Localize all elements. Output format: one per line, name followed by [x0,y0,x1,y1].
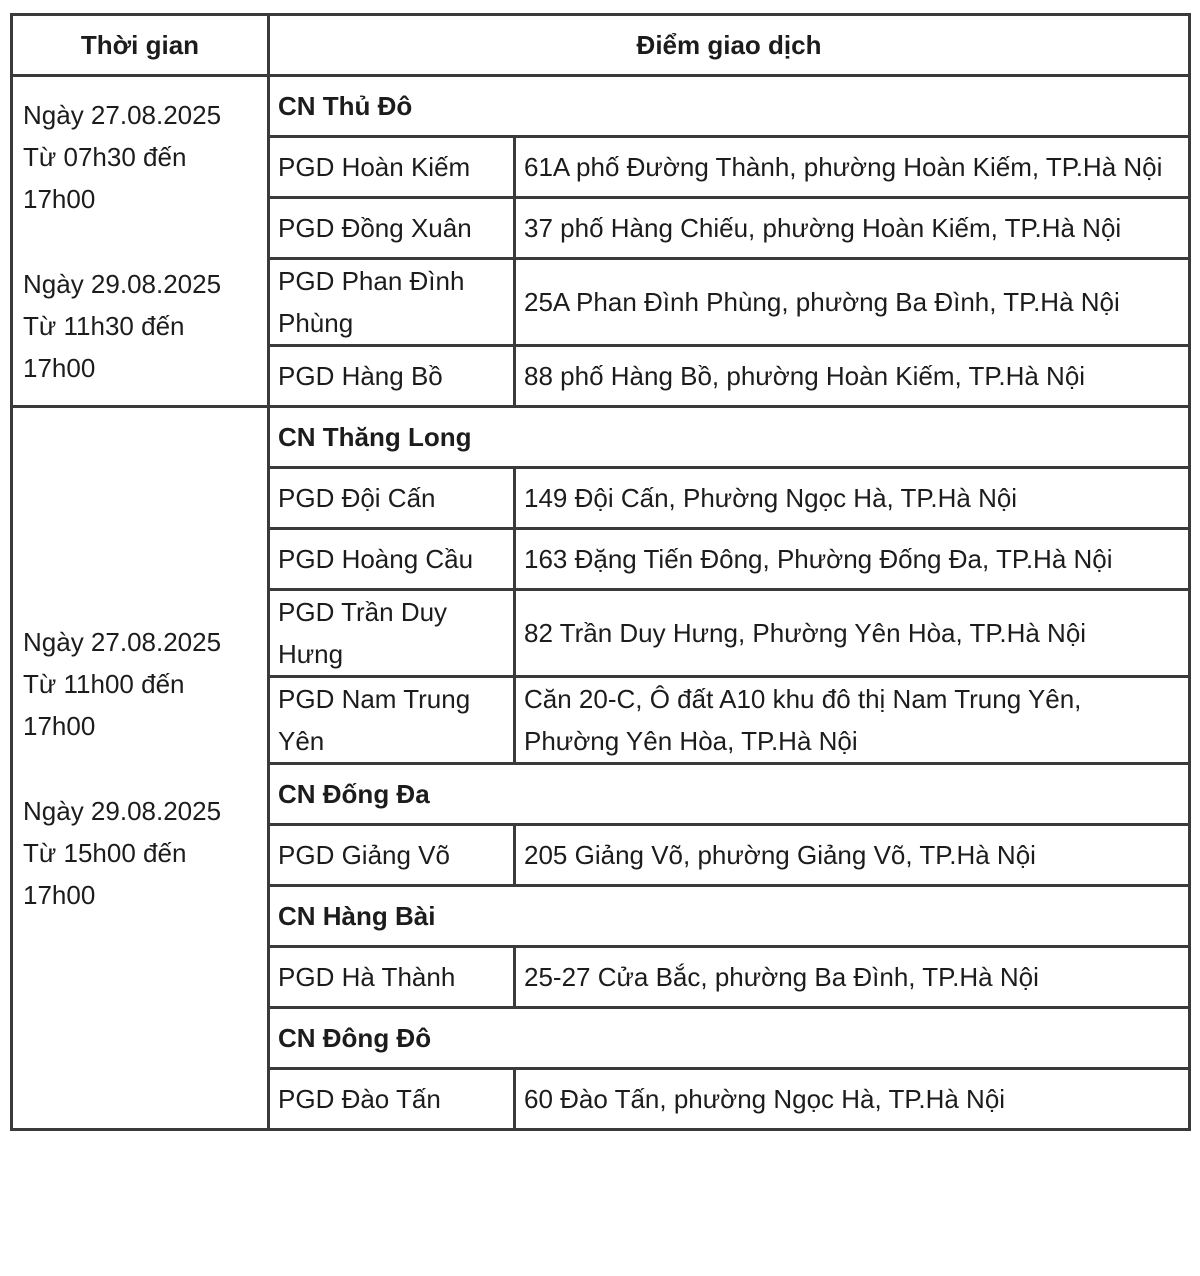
time-range: Từ 07h30 đến [23,141,187,172]
branch-row [12,407,1190,468]
office-address: 61A phố Đường Thành, phường Hoàn Kiếm, TP.Hà Nội [515,137,1190,198]
office-name: PGD Hà Thành [269,947,515,1008]
branch-name: CN Hàng Bài [269,886,1190,947]
time-range: Từ 11h30 đến [23,310,185,341]
time-end: 17h00 [23,710,96,741]
branch-name: CN Thăng Long [269,407,1190,468]
office-name: PGD Đội Cấn [269,468,515,529]
office-address: 60 Đào Tấn, phường Ngọc Hà, TP.Hà Nội [515,1069,1190,1130]
place-column-header: Điểm giao dịch [269,15,1190,76]
branch-name: CN Thủ Đô [269,76,1190,137]
office-name: PGD Giảng Võ [269,825,515,886]
office-address: Căn 20-C, Ô đất A10 khu đô thị Nam Trung Yên, Phường Yên Hòa, TP.Hà Nội [515,677,1190,764]
branch-row [12,76,1190,137]
office-address: 88 phố Hàng Bồ, phường Hoàn Kiếm, TP.Hà Nội [515,346,1190,407]
office-name: PGD Đào Tấn [269,1069,515,1130]
header-row [12,15,1190,76]
office-name: PGD Hoàn Kiếm [269,137,515,198]
branch-name: CN Đống Đa [269,764,1190,825]
office-address: 205 Giảng Võ, phường Giảng Võ, TP.Hà Nội [515,825,1190,886]
schedule-body [12,76,1190,1130]
office-name: PGD Hoàng Cầu [269,529,515,590]
time-date: Ngày 29.08.2025 [23,795,222,826]
time-cell [12,407,269,1130]
time-range: Từ 15h00 đến [23,837,187,868]
office-name: PGD Hàng Bồ [269,346,515,407]
office-name: PGD Phan Đình Phùng [269,259,515,346]
office-address: 25-27 Cửa Bắc, phường Ba Đình, TP.Hà Nội [515,947,1190,1008]
time-column-header: Thời gian [12,15,269,76]
branch-name: CN Đông Đô [269,1008,1190,1069]
office-name: PGD Trần Duy Hưng [269,590,515,677]
time-cell [12,76,269,407]
time-date: Ngày 29.08.2025 [23,268,222,299]
office-address: 149 Đội Cấn, Phường Ngọc Hà, TP.Hà Nội [515,468,1190,529]
time-gap [23,220,259,263]
time-end: 17h00 [23,352,96,383]
schedule-table [10,13,1191,1131]
office-address: 163 Đặng Tiến Đông, Phường Đống Đa, TP.Hà Nội [515,529,1190,590]
time-end: 17h00 [23,183,96,214]
time-date: Ngày 27.08.2025 [23,99,222,130]
time-date: Ngày 27.08.2025 [23,626,222,657]
office-address: 37 phố Hàng Chiếu, phường Hoàn Kiếm, TP.Hà Nội [515,198,1190,259]
office-address: 25A Phan Đình Phùng, phường Ba Đình, TP.Hà Nội [515,259,1190,346]
time-end: 17h00 [23,879,96,910]
office-name: PGD Đồng Xuân [269,198,515,259]
time-range: Từ 11h00 đến [23,668,185,699]
time-gap [23,747,259,790]
office-name: PGD Nam Trung Yên [269,677,515,764]
office-address: 82 Trần Duy Hưng, Phường Yên Hòa, TP.Hà Nội [515,590,1190,677]
